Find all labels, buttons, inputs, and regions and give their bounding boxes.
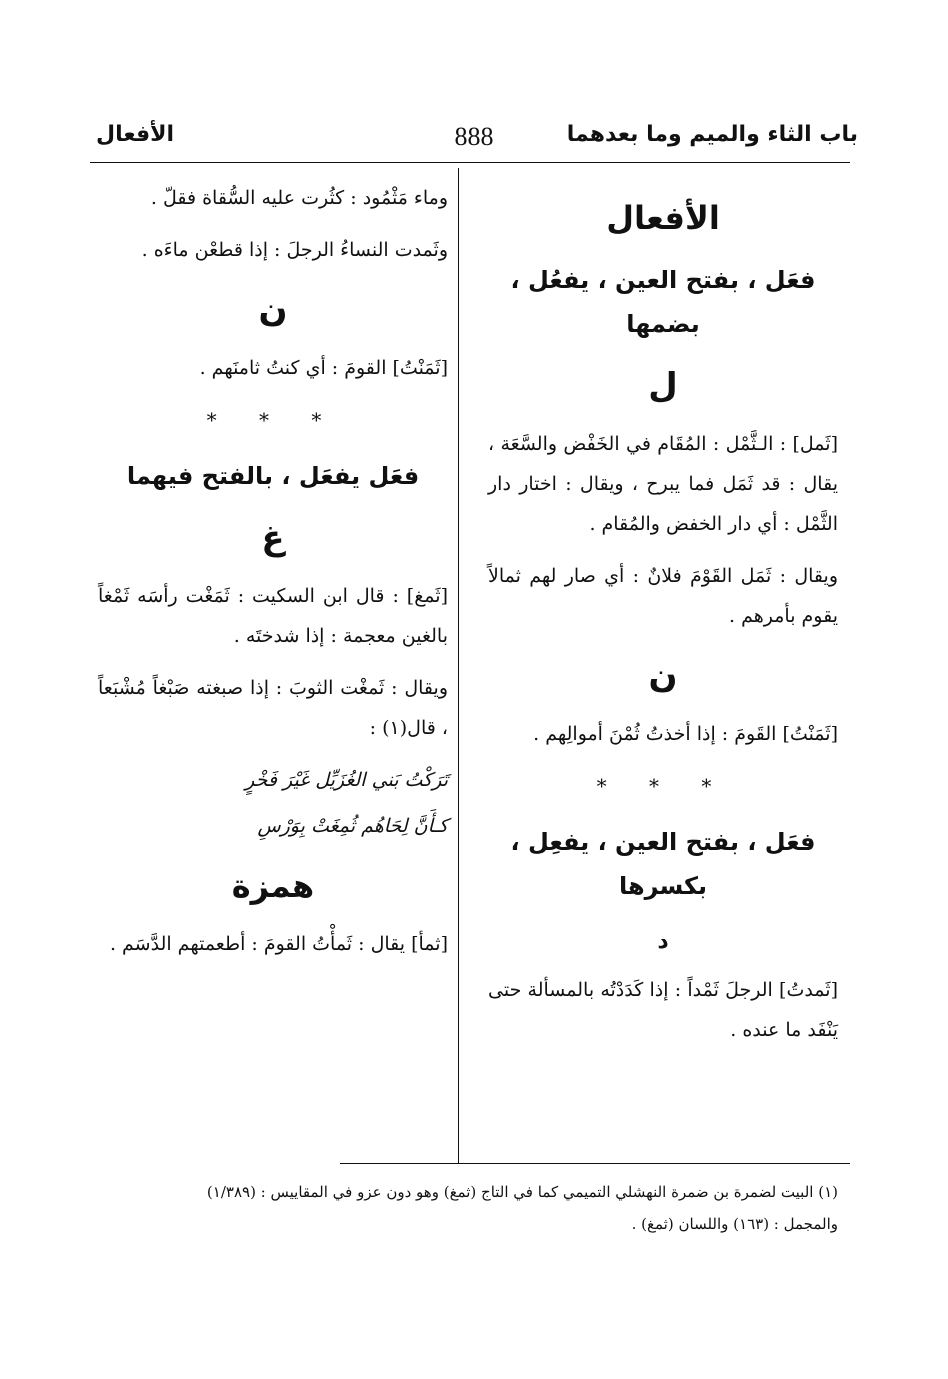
entry-paragraph: [ثَمدتُ] الرجلَ ثَمْداً : إذا كَدَدْتُه بالمسألة حتى يَنْفَد ما عنده . bbox=[488, 979, 838, 1041]
entry-paragraph: [ثَمل] : الـثَّمْل : المُقَام في الخَفْض والسَّعَة ، يقال : قد ثَمَل فما يبرح ، ويقال : اختار دار الثَّمْل : أي دار الخفض والمُقام . bbox=[488, 433, 838, 535]
section-separator: * * * bbox=[596, 774, 730, 798]
letter-heading: ن bbox=[648, 656, 678, 696]
section-heading: همزة bbox=[231, 867, 315, 905]
entry-paragraph: [ثَمَنْتُ] القومَ : أي كنتُ ثامنَهم . bbox=[199, 357, 448, 379]
footnotes bbox=[98, 1176, 838, 1240]
entry-paragraph: [ثَمَنْتُ] القَومَ : إذا أخذتُ ثُمْنَ أموالِهم . bbox=[533, 723, 838, 745]
entry-paragraph: وماء مَثْمُود : كثُرت عليه السُّقاة فقلّ . bbox=[150, 187, 448, 209]
page-number: 888 bbox=[454, 122, 494, 151]
entry-paragraph: [ثَمغ] : قال ابن السكيت : ثَمَغْت رأسَه ثَمْغاً بالغين معجمة : إذا شدختَه . bbox=[98, 585, 448, 647]
footnote-line: والمجمل : (١٦٣) واللسان (ثمغ) . bbox=[631, 1215, 838, 1233]
header-rule bbox=[90, 162, 850, 163]
column-divider bbox=[458, 168, 459, 1163]
pattern-heading: فعَل ، بفتح العين ، يفعِل ، بكسرها bbox=[510, 828, 816, 900]
pattern-heading: فعَل يفعَل ، بالفتح فيهما bbox=[126, 462, 420, 490]
letter-heading: د bbox=[657, 929, 669, 954]
poem-verse: تَرَكْتُ بَني الغُزَيِّل غَيْرَ فَخْرٍ bbox=[245, 769, 448, 791]
right-column bbox=[488, 178, 838, 1062]
entry-paragraph: ويقال : ثَمغْت الثوبَ : إذا صبغته صَبْغاً مُشْبَعاً ، قال(١) : bbox=[98, 677, 448, 739]
section-heading: الأفعال bbox=[606, 199, 720, 237]
letter-heading: ل bbox=[648, 366, 678, 406]
poem-verse: كـأَنَّ لِحَاهُم ثُمِغَتْ بِوَرْسِ bbox=[257, 815, 448, 837]
entry-paragraph: [ثمأ] يقال : ثَمأْتُ القومَ : أطعمتهم الدَّسَم . bbox=[109, 933, 448, 955]
section-separator: * * * bbox=[206, 408, 340, 432]
entry-paragraph: ويقال : ثَمَل القَوْمَ فلانٌ : أي صار لهم ثمالاً يقوم بأمرهم . bbox=[488, 565, 838, 627]
entry-paragraph: وثَمدت النساءُ الرجلَ : إذا قطعْن ماءَه . bbox=[141, 239, 448, 261]
pattern-heading: فعَل ، بفتح العين ، يفعُل ، بضمها bbox=[510, 266, 816, 338]
left-column bbox=[98, 178, 448, 976]
running-head-chapter: باب الثاء والميم وما بعدهما bbox=[566, 122, 858, 147]
letter-heading: غ bbox=[261, 518, 285, 558]
footnote-rule bbox=[340, 1163, 850, 1164]
footnote-line: (١) البيت لضمرة بن ضمرة النهشلي التميمي كما في التاج (ثمغ) وهو دون عزو في المقاييس : (١/٣٨٩) bbox=[206, 1183, 838, 1201]
letter-heading: ن bbox=[258, 290, 288, 330]
running-head-section: الأفعال bbox=[96, 122, 175, 147]
